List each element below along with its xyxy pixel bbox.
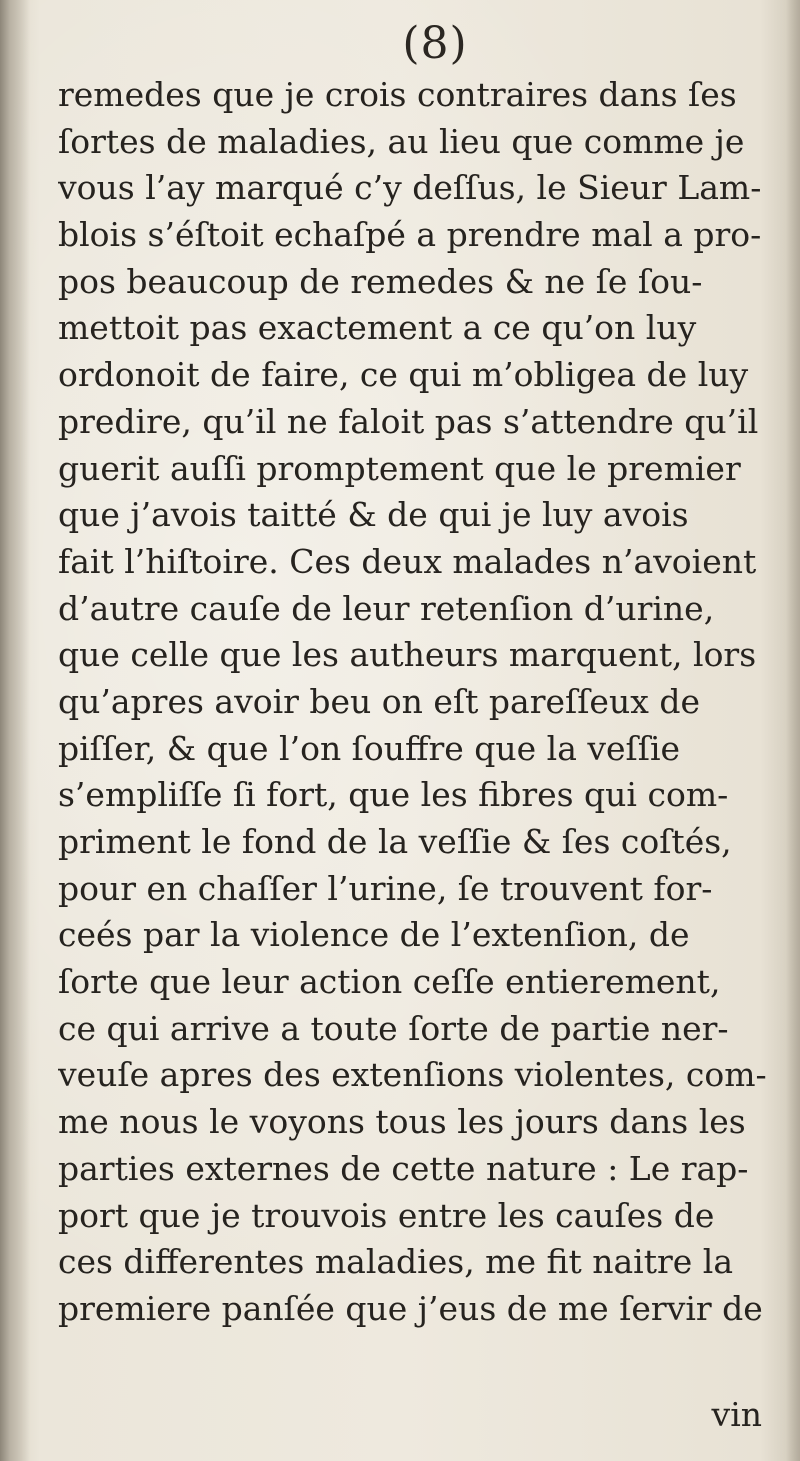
text-line: premiere panſée que j’eus de me ſervir de <box>58 1288 763 1328</box>
text-line: s’empliſſe ſi fort, que les fibres qui com- <box>58 775 729 815</box>
text-line: me nous le voyons tous les jours dans les <box>58 1102 746 1142</box>
text-line: qu’apres avoir beu on eſt pareſſeux de <box>58 681 700 721</box>
text-line: fait l’hiſtoire. Ces deux malades n’avoient <box>58 541 757 581</box>
page-edge-shadow <box>786 0 800 1461</box>
text-line: veuſe apres des extenſions violentes, com- <box>58 1055 767 1095</box>
text-line: pos beaucoup de remedes & ne ſe ſou- <box>58 261 703 301</box>
text-line: blois s’éſtoit echaſpé a prendre mal a pro- <box>58 215 762 255</box>
text-line: ceés par la violence de l’extenſion, de <box>58 915 690 955</box>
text-line: piſſer, & que l’on ſouffre que la veſſie <box>58 728 681 768</box>
text-line: d’autre cauſe de leur retenſion d’urine, <box>58 588 715 628</box>
text-line: ordonoit de faire, ce qui m’obligea de luy <box>58 355 749 395</box>
text-line: parties externes de cette nature : Le rap- <box>58 1148 749 1188</box>
text-line: guerit auſſi promptement que le premier <box>58 448 741 488</box>
text-line: remedes que je crois contraires dans ſes <box>58 75 737 114</box>
text-line: port que je trouvois entre les cauſes de <box>58 1195 715 1235</box>
text-line: ces differentes maladies, me fit naitre la <box>58 1242 734 1282</box>
text-line: que celle que les autheurs marquent, lors <box>58 635 757 675</box>
binding-shadow <box>0 0 30 1461</box>
text-line: pour en chaſſer l’urine, ſe trouvent for- <box>58 868 713 908</box>
text-line: predire, qu’il ne faloit pas s’attendre qu’il <box>58 401 759 441</box>
text-line: ce qui arrive a toute ſorte de partie ner- <box>58 1008 729 1048</box>
text-line: ſorte que leur action ceſſe entierement, <box>58 962 721 1002</box>
text-line: priment le fond de la veſſie & ſes coſtés, <box>58 822 732 861</box>
page-number: (8) <box>402 18 468 69</box>
text-line: vous l’ay marqué c’y deſſus, le Sieur Lam- <box>58 168 762 208</box>
catchword: vin <box>711 1395 762 1434</box>
body-text <box>58 72 770 1333</box>
text-line: ſortes de maladies, au lieu que comme je <box>58 121 745 161</box>
text-line: que j’avois taitté & de qui je luy avois <box>58 495 689 535</box>
text-line: mettoit pas exactement a ce qu’on luy <box>58 308 697 348</box>
